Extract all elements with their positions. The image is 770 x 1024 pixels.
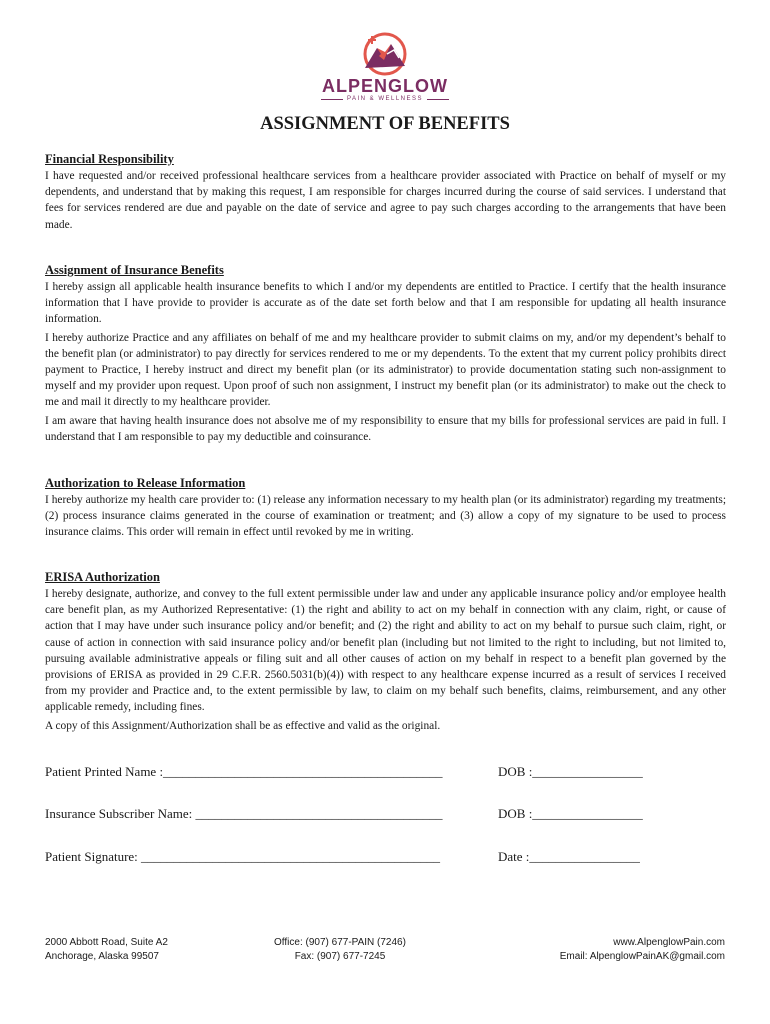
footer-address	[45, 936, 168, 964]
signature-date-field[interactable]: Date :_________________	[498, 849, 640, 864]
subscriber-dob-field[interactable]: DOB :_________________	[498, 806, 643, 821]
section-assignment-of-benefits	[45, 262, 726, 445]
patient-dob-field[interactable]: DOB :_________________	[498, 764, 643, 779]
footer-website: www.AlpenglowPain.com	[613, 937, 725, 948]
subscriber-name-field[interactable]: Insurance Subscriber Name: ______________________________________	[45, 806, 443, 821]
patient-printed-name-field[interactable]: Patient Printed Name :___________________________________________	[45, 764, 443, 779]
mountain-logo-icon	[357, 30, 413, 76]
paragraph: I hereby designate, authorize, and convey to the full extent permissible under law and under any applicable insurance policy and/or employee health care benefit plan, as my Authorized Representative: (1) the right and ability to act on my behalf in connection with any claim, right, or cause of action that I may have under such insurance policy and/or benefit; and (2) the right and ability to act on my behalf to pursue such claim, right, or cause of action in connection with said insurance policy and/or benefit plan (including but not limited to the right to including, but not limited to, pursuing available administrative appeals or filing suit and all other causes of action on my behalf in respect to a benefit plan governed by the provisions of ERISA as provided in 29 C.F.R. 2560.5031(b)(4)) with respect to any healthcare expense incurred as a result of services I received from my provider and Practice and, to the extent permissible by law, to claim on my behalf such benefits, claims, reimbursement, and any other applicable remedy, including fines.	[45, 588, 726, 714]
paragraph: I have requested and/or received professional healthcare services from a healthcare provider associated with Practice on behalf of myself or my dependents, and understand that by making this request, I am responsible for charges incurred during the course of said services. I understand that fees for services rendered are due and payable on the date of service and agree to pay such charges according to the arrangements that have been made.	[45, 170, 726, 231]
logo-tagline: PAIN & WELLNESS	[346, 96, 424, 102]
paragraph: I hereby authorize Practice and any affiliates on behalf of me and my healthcare provider to submit claims on my, and/or my dependent’s behalf to the benefit plan (or administrator) to pay directly for services rendered to me or my dependents. To the extent that my current policy prohibits direct payment to Practice, I hereby instruct and direct my benefit plan (or its administrator) to provide documentation stating such non-assignment to myself and my provider upon request. Upon proof of such non assignment, I instruct my benefit plan (or its administrator) to make out the check to me and mail it directly to my healthcare provider.	[45, 331, 726, 409]
footer-office-phone: Office: (907) 677-PAIN (7246)	[274, 937, 406, 948]
footer-address-line: 2000 Abbott Road, Suite A2	[45, 937, 168, 948]
footer-contact	[560, 936, 725, 964]
divider	[321, 99, 343, 100]
divider	[427, 99, 449, 100]
logo-name: ALPENGLOW	[322, 76, 448, 96]
section-heading: ERISA Authorization	[45, 570, 160, 584]
patient-signature-field[interactable]: Patient Signature: ______________________________________________	[45, 849, 441, 864]
section-financial-responsibility	[45, 151, 726, 233]
footer-fax: Fax: (907) 677-7245	[294, 951, 386, 962]
section-heading: Authorization to Release Information	[45, 476, 246, 490]
footer-address-line: Anchorage, Alaska 99507	[45, 951, 159, 962]
paragraph: A copy of this Assignment/Authorization shall be as effective and valid as the original.	[45, 719, 441, 732]
section-heading: Assignment of Insurance Benefits	[45, 263, 224, 277]
paragraph: I hereby authorize my health care provider to: (1) release any information necessary to my health plan (or its administrator) regarding my treatments; (2) process insurance claims generated in the course of examination or treatment; and (3) allow a copy of my signature to be used to process insurance claims. This order will remain in effect until revoked by me in writing.	[45, 494, 726, 539]
section-heading: Financial Responsibility	[45, 152, 174, 166]
section-release-information	[45, 475, 726, 541]
paragraph: I am aware that having health insurance does not absolve me of my responsibility to ensure that my bills for professional services are paid in full. I understand that I am responsible to pay my deductible and coinsurance.	[45, 414, 726, 443]
paragraph: I hereby assign all applicable health insurance benefits to which I and/or my dependents are entitled to Practice. I certify that the health insurance information that I have provide to provider is accurate as of the date set forth below and that I am responsible for updating all health insurance information.	[45, 281, 726, 326]
alpenglow-logo	[320, 30, 450, 108]
footer-phone	[270, 936, 410, 964]
footer-email: Email: AlpenglowPainAK@gmail.com	[559, 951, 725, 962]
section-erisa-authorization	[45, 569, 726, 734]
page-title: ASSIGNMENT OF BENEFITS	[260, 114, 510, 134]
logo-tagline-row	[320, 96, 450, 102]
